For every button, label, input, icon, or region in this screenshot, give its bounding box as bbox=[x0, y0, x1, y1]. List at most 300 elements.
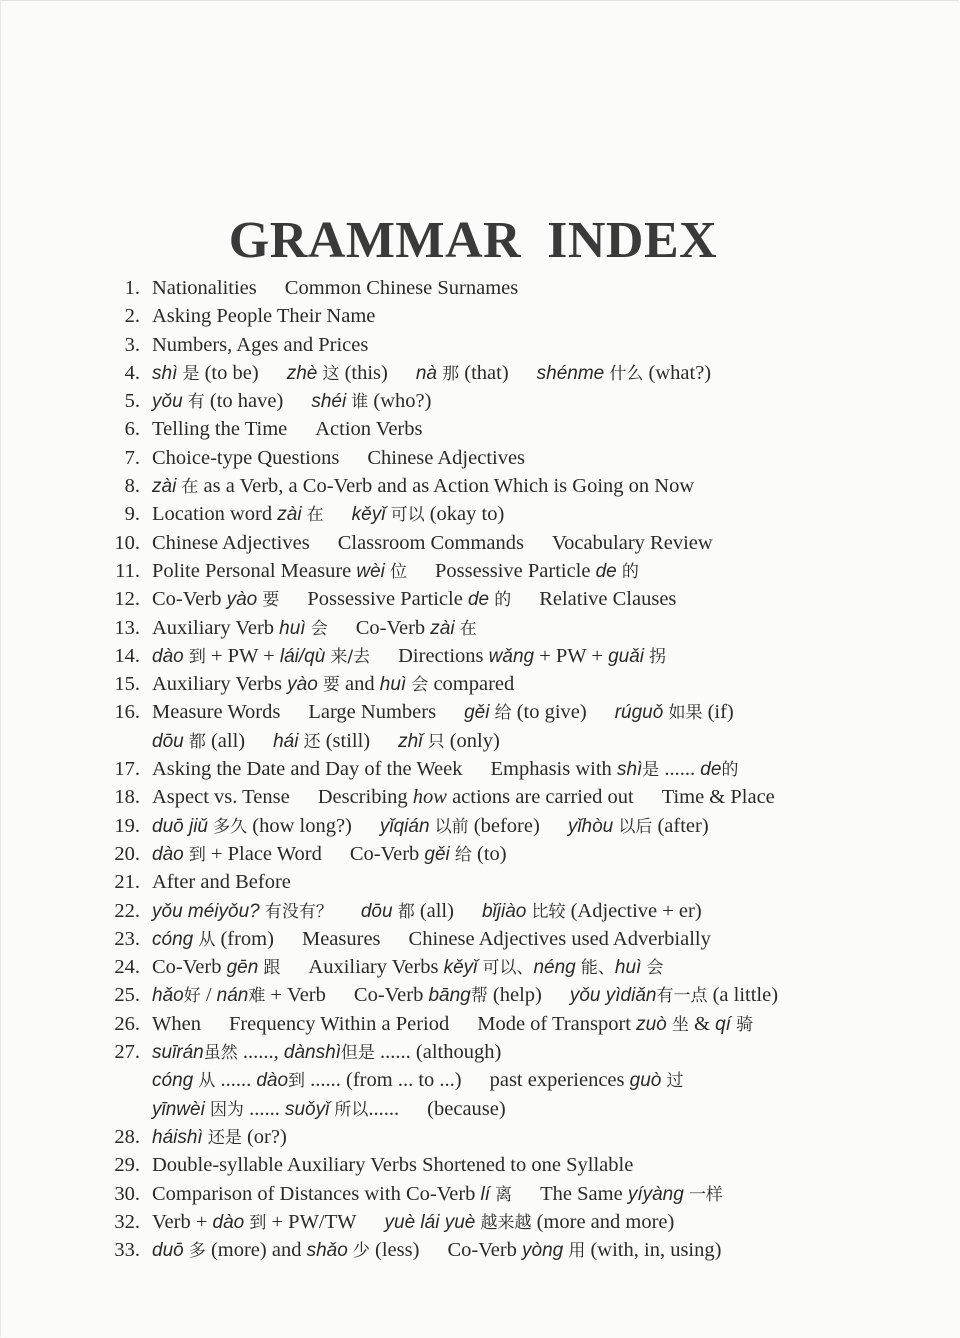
entry-text: Polite Personal Measure bbox=[152, 559, 357, 582]
chinese-characters: 来/去 bbox=[330, 646, 371, 667]
chinese-characters: 会 bbox=[411, 675, 429, 696]
index-entry bbox=[96, 840, 956, 868]
entry-text: Chinese Adjectives bbox=[367, 446, 526, 469]
index-entry bbox=[96, 1208, 956, 1236]
entry-topic bbox=[152, 1154, 633, 1176]
entry-topic bbox=[152, 900, 333, 922]
index-entry-continuation bbox=[96, 727, 956, 755]
entry-topic bbox=[152, 588, 279, 610]
entry-topic bbox=[152, 843, 322, 865]
chinese-characters: 跟 bbox=[263, 958, 281, 979]
index-entry bbox=[96, 953, 956, 981]
entry-topic bbox=[152, 1069, 462, 1091]
entry-text: (this) bbox=[339, 361, 388, 384]
entry-text: (all) bbox=[205, 729, 246, 752]
entry-text: (okay to) bbox=[424, 503, 505, 526]
pinyin-term: cóng bbox=[152, 1070, 194, 1092]
entry-text: Possessive Particle bbox=[435, 559, 596, 582]
entry-text: (to) bbox=[471, 842, 507, 865]
entry-number: 3. bbox=[124, 333, 140, 356]
entry-text: Describing bbox=[317, 786, 413, 809]
entry-text: (more) and bbox=[205, 1239, 307, 1262]
entry-topic bbox=[152, 1126, 287, 1148]
chinese-characters: 以后 bbox=[618, 816, 653, 837]
entry-text: Frequency Within a Period bbox=[228, 1012, 450, 1035]
entry-text: and bbox=[339, 673, 380, 696]
entry-topic bbox=[152, 1013, 201, 1035]
entry-text: When bbox=[152, 1012, 201, 1035]
entry-number: 6. bbox=[124, 418, 140, 441]
index-entry bbox=[96, 755, 956, 783]
pinyin-term: shì bbox=[152, 362, 178, 384]
entry-topic bbox=[152, 560, 407, 582]
entry-number: 7. bbox=[124, 446, 140, 469]
entry-topic bbox=[482, 900, 702, 922]
entry-topic bbox=[307, 588, 511, 610]
entry-topic bbox=[152, 1239, 419, 1261]
entry-text: Mode of Transport bbox=[477, 1012, 637, 1035]
entry-text: (to be) bbox=[199, 361, 259, 384]
entry-topic bbox=[152, 786, 290, 808]
entry-number: 29. bbox=[114, 1154, 140, 1177]
entry-number: 24. bbox=[114, 956, 140, 979]
chinese-characters: 是 bbox=[642, 760, 660, 781]
entry-text: (how long?) bbox=[247, 814, 352, 837]
index-entry bbox=[96, 444, 956, 472]
chinese-characters: 有一点 bbox=[656, 986, 708, 1007]
chinese-characters: 都 bbox=[397, 901, 415, 922]
entry-topic bbox=[152, 1041, 501, 1063]
index-entry bbox=[96, 670, 956, 698]
entry-topic bbox=[427, 1098, 506, 1120]
entry-text: Aspect vs. Tense bbox=[152, 786, 290, 809]
entry-text: Time & Place bbox=[661, 786, 775, 809]
chinese-characters: 从 bbox=[198, 1071, 216, 1092]
entry-topic bbox=[273, 730, 370, 752]
entry-text: Action Verbs bbox=[315, 418, 423, 441]
index-entry bbox=[96, 359, 956, 387]
entry-topic bbox=[380, 815, 540, 837]
pinyin-term: dōu bbox=[360, 900, 393, 922]
entry-topic bbox=[338, 532, 524, 554]
entry-topic bbox=[152, 362, 259, 384]
chinese-characters: 一样 bbox=[688, 1184, 723, 1205]
chinese-characters: 只 bbox=[427, 731, 445, 752]
chinese-characters: 拐 bbox=[649, 646, 667, 667]
chinese-characters: 到 bbox=[288, 1071, 306, 1092]
pinyin-term: dào bbox=[212, 1211, 245, 1233]
entry-text: Possessive Particle bbox=[307, 588, 468, 611]
entry-text: After and Before bbox=[152, 871, 291, 894]
entry-text: Auxiliary Verbs bbox=[308, 956, 444, 979]
entry-text: Auxiliary Verb bbox=[152, 616, 280, 639]
pinyin-term: shì bbox=[616, 759, 643, 781]
title-word-2: INDEX bbox=[547, 211, 718, 269]
pinyin-term: suīrán bbox=[152, 1042, 204, 1064]
pinyin-term: yuè lái yuè bbox=[384, 1211, 476, 1233]
chinese-characters: 会 bbox=[310, 618, 328, 639]
pinyin-term: zài bbox=[152, 476, 177, 498]
entry-topic bbox=[315, 418, 422, 440]
pinyin-term: bāng bbox=[428, 985, 471, 1007]
pinyin-term: qí bbox=[715, 1013, 731, 1035]
entry-number: 15. bbox=[114, 673, 140, 696]
entry-text: ...... bbox=[368, 1097, 400, 1120]
chinese-characters: 以前 bbox=[434, 816, 469, 837]
entry-topic bbox=[367, 447, 525, 469]
chinese-characters: 如果 bbox=[668, 703, 703, 724]
pinyin-term: de bbox=[595, 560, 617, 582]
chinese-characters: 的 bbox=[721, 760, 739, 781]
chinese-characters: 骑 bbox=[736, 1014, 754, 1035]
entry-text: Chinese Adjectives used Adverbially bbox=[408, 927, 711, 950]
entry-topic bbox=[416, 362, 509, 384]
entry-topic bbox=[350, 843, 507, 865]
entry-text: (more and more) bbox=[531, 1210, 675, 1233]
pinyin-term: nà bbox=[415, 362, 437, 384]
chinese-characters: 坐 bbox=[671, 1014, 689, 1035]
pinyin-term: nán bbox=[216, 985, 249, 1007]
entry-topic bbox=[152, 984, 326, 1006]
entry-topic bbox=[152, 1098, 399, 1120]
entry-topic bbox=[152, 1183, 512, 1205]
index-entry bbox=[96, 1038, 956, 1066]
index-entry-continuation bbox=[96, 1066, 956, 1094]
entry-text: Comparison of Distances with Co-Verb bbox=[152, 1182, 481, 1205]
index-entry bbox=[96, 981, 956, 1009]
index-entry bbox=[96, 387, 956, 415]
entry-topic bbox=[229, 1013, 449, 1035]
chinese-characters: 还 bbox=[303, 731, 321, 752]
entry-topic bbox=[435, 560, 639, 582]
entry-text: (less) bbox=[369, 1239, 420, 1262]
entry-text: ...... bbox=[243, 1097, 285, 1120]
entry-text: Vocabulary Review bbox=[551, 531, 713, 554]
entry-topic bbox=[464, 701, 587, 723]
entry-topic bbox=[354, 984, 542, 1006]
entry-topic bbox=[152, 815, 352, 837]
entry-topic bbox=[540, 1183, 723, 1205]
entry-text: ...... (from ... to ...) bbox=[305, 1069, 462, 1092]
entry-text: Location word bbox=[152, 503, 278, 526]
pinyin-term: duō bbox=[152, 1240, 184, 1262]
entry-topic bbox=[318, 786, 634, 808]
entry-text: (that) bbox=[459, 361, 509, 384]
entry-text: (or?) bbox=[241, 1125, 287, 1148]
pinyin-term: shéi bbox=[311, 391, 347, 413]
entry-topic bbox=[385, 1211, 675, 1233]
pinyin-term: zài bbox=[277, 504, 302, 526]
chinese-characters: 但是 bbox=[340, 1043, 375, 1064]
entry-topic bbox=[152, 1211, 357, 1233]
pinyin-term: yǒu bbox=[152, 391, 183, 413]
index-entry bbox=[96, 415, 956, 443]
entry-text: Auxiliary Verbs bbox=[152, 673, 288, 696]
entry-topic bbox=[447, 1239, 721, 1261]
entry-text: Co-Verb bbox=[152, 588, 227, 611]
entry-topic bbox=[152, 334, 368, 356]
entry-topic bbox=[152, 928, 274, 950]
entry-topic bbox=[152, 475, 694, 497]
entry-text: + PW + bbox=[534, 644, 609, 667]
entry-number: 4. bbox=[124, 361, 140, 384]
pinyin-term: duō jiǔ bbox=[152, 815, 208, 837]
pinyin-term: cóng bbox=[152, 928, 194, 950]
chinese-characters: 因为 bbox=[209, 1099, 244, 1120]
entry-number: 17. bbox=[114, 758, 140, 781]
pinyin-term: wǎng bbox=[488, 645, 535, 667]
pinyin-term: yǐhòu bbox=[567, 815, 614, 837]
entry-text: compared bbox=[428, 673, 515, 696]
entry-text: (from) bbox=[215, 927, 274, 950]
chinese-characters: 好 bbox=[183, 986, 201, 1007]
entry-topic bbox=[152, 305, 375, 327]
pinyin-term: néng bbox=[533, 957, 576, 979]
entry-text: Co-Verb bbox=[353, 984, 429, 1007]
entry-text: as a Verb, a Co-Verb and as Action Which is Going on Now bbox=[198, 475, 695, 498]
entry-number: 12. bbox=[114, 588, 140, 611]
entry-text: Large Numbers bbox=[308, 701, 437, 724]
chinese-characters: 给 bbox=[494, 703, 512, 724]
chinese-characters: 都 bbox=[188, 731, 206, 752]
chinese-characters: 是 bbox=[182, 363, 200, 384]
entry-text: past experiences bbox=[489, 1069, 630, 1092]
entry-text: + Verb bbox=[265, 984, 326, 1007]
entry-topic bbox=[356, 617, 477, 639]
entry-text: Classroom Commands bbox=[337, 531, 524, 554]
chinese-characters: 过 bbox=[666, 1071, 684, 1092]
entry-number: 19. bbox=[114, 814, 140, 837]
entry-text: Asking People Their Name bbox=[152, 305, 376, 328]
index-entry bbox=[96, 585, 956, 613]
pinyin-term: guǎi bbox=[608, 645, 645, 667]
entry-text: (all) bbox=[414, 899, 454, 922]
pinyin-term: dōu bbox=[152, 730, 184, 752]
entry-number: 14. bbox=[114, 644, 140, 667]
pinyin-term: dào bbox=[152, 645, 184, 667]
entry-topic bbox=[152, 871, 291, 893]
grammar-index-list bbox=[96, 274, 956, 1264]
entry-number: 11. bbox=[115, 559, 140, 582]
entry-number: 8. bbox=[124, 475, 140, 498]
index-entry bbox=[96, 1151, 956, 1179]
entry-number: 22. bbox=[114, 899, 140, 922]
pinyin-term: zuò bbox=[636, 1013, 667, 1035]
chinese-characters: 在 bbox=[181, 477, 199, 498]
entry-topic bbox=[490, 1069, 684, 1091]
pinyin-term: de bbox=[467, 589, 490, 611]
chinese-characters: 多久 bbox=[213, 816, 248, 837]
entry-number: 10. bbox=[114, 531, 140, 554]
title-word-1: GRAMMAR bbox=[228, 211, 522, 269]
pinyin-term: shǎo bbox=[306, 1240, 348, 1262]
entry-number: 18. bbox=[114, 786, 140, 809]
index-entry bbox=[96, 783, 956, 811]
entry-text: Measures bbox=[301, 927, 381, 950]
pinyin-term: gěi bbox=[424, 843, 450, 865]
entry-text: Directions bbox=[398, 644, 489, 667]
entry-topic bbox=[477, 1013, 753, 1035]
index-entry bbox=[96, 557, 956, 585]
index-entry bbox=[96, 812, 956, 840]
chinese-characters: 虽然 bbox=[203, 1043, 238, 1064]
pinyin-term: lí bbox=[480, 1183, 491, 1205]
index-entry bbox=[96, 698, 956, 726]
chinese-characters: 在 bbox=[306, 505, 324, 526]
entry-text: ......, bbox=[237, 1041, 284, 1064]
entry-text: ...... bbox=[659, 758, 701, 781]
pinyin-term: gěi bbox=[464, 702, 490, 724]
entry-number: 32. bbox=[114, 1210, 140, 1233]
index-entry bbox=[96, 1010, 956, 1038]
index-entry bbox=[96, 472, 956, 500]
pinyin-term: bǐjiào bbox=[481, 900, 527, 922]
entry-text: (before) bbox=[468, 814, 540, 837]
entry-text: / bbox=[200, 984, 217, 1007]
entry-topic bbox=[152, 673, 514, 695]
entry-text: (with, in, using) bbox=[585, 1239, 722, 1262]
entry-text: ...... bbox=[215, 1069, 257, 1092]
index-entry bbox=[96, 331, 956, 359]
pinyin-term: yào bbox=[287, 674, 318, 696]
index-entry bbox=[96, 868, 956, 896]
entry-number: 23. bbox=[114, 927, 140, 950]
entry-text: (help) bbox=[487, 984, 542, 1007]
chinese-characters: 帮 bbox=[470, 986, 488, 1007]
pinyin-term: zài bbox=[430, 617, 455, 639]
pinyin-term: dào bbox=[256, 1070, 289, 1092]
entry-topic bbox=[308, 701, 436, 723]
entry-topic bbox=[287, 362, 388, 384]
entry-topic bbox=[311, 390, 431, 412]
chinese-characters: 少 bbox=[352, 1241, 370, 1262]
entry-number: 21. bbox=[114, 871, 140, 894]
chinese-characters: 会 bbox=[646, 958, 664, 979]
pinyin-term: gēn bbox=[226, 957, 259, 979]
pinyin-term: zhǐ bbox=[398, 730, 423, 752]
entry-topic bbox=[308, 956, 663, 978]
pinyin-term: yào bbox=[226, 589, 258, 611]
index-entry bbox=[96, 302, 956, 330]
entry-number: 26. bbox=[114, 1012, 140, 1035]
entry-number: 33. bbox=[114, 1239, 140, 1262]
entry-text: + Place Word bbox=[205, 842, 322, 865]
entry-number: 5. bbox=[124, 390, 140, 413]
chinese-characters: 多 bbox=[188, 1241, 206, 1262]
entry-text: (Adjective + er) bbox=[565, 899, 702, 922]
entry-text: & bbox=[688, 1012, 716, 1035]
pinyin-term: háishì bbox=[152, 1126, 203, 1148]
entry-text: Asking the Date and Day of the Week bbox=[152, 758, 463, 781]
pinyin-term: shénme bbox=[536, 362, 605, 384]
entry-topic bbox=[152, 418, 287, 440]
entry-topic bbox=[568, 815, 709, 837]
chinese-characters: 在 bbox=[459, 618, 477, 639]
entry-text: (if) bbox=[702, 701, 734, 724]
entry-topic bbox=[361, 900, 454, 922]
entry-topic bbox=[152, 645, 370, 667]
pinyin-term: wèi bbox=[356, 560, 385, 582]
entry-text: (a little) bbox=[707, 984, 779, 1007]
entry-text: Numbers, Ages and Prices bbox=[152, 333, 369, 356]
entry-topic bbox=[152, 503, 324, 525]
pinyin-term: huì bbox=[614, 957, 642, 979]
page-title bbox=[0, 211, 946, 270]
entry-topic bbox=[152, 532, 310, 554]
entry-topic bbox=[152, 277, 257, 299]
entry-text: (what?) bbox=[643, 361, 712, 384]
chinese-characters: 有 bbox=[187, 392, 205, 413]
emphasis-text: how bbox=[412, 786, 447, 809]
chinese-characters: 这 bbox=[322, 363, 340, 384]
entry-topic bbox=[491, 758, 739, 780]
entry-text: Co-Verb bbox=[152, 956, 227, 979]
index-entry bbox=[96, 1123, 956, 1151]
pinyin-term: dànshì bbox=[283, 1042, 341, 1064]
entry-text: (to give) bbox=[511, 701, 587, 724]
chinese-characters: 位 bbox=[390, 561, 408, 582]
pinyin-term: rúguǒ bbox=[614, 702, 664, 724]
index-entry bbox=[96, 897, 956, 925]
entry-topic bbox=[152, 447, 339, 469]
pinyin-term: huì bbox=[379, 674, 407, 696]
chinese-characters: 的 bbox=[621, 561, 639, 582]
chinese-characters: 到 bbox=[188, 844, 206, 865]
chinese-characters: 能、 bbox=[580, 958, 615, 979]
entry-topic bbox=[662, 786, 775, 808]
entry-topic bbox=[152, 730, 245, 752]
entry-text: + PW/TW bbox=[266, 1210, 357, 1233]
chinese-characters: 从 bbox=[198, 929, 216, 950]
entry-number: 27. bbox=[114, 1041, 140, 1064]
entry-text: (who?) bbox=[368, 390, 432, 413]
pinyin-term: hái bbox=[273, 730, 299, 752]
entry-topic bbox=[152, 956, 280, 978]
entry-topic bbox=[352, 503, 505, 525]
entry-topic bbox=[537, 362, 711, 384]
entry-text: ...... (although) bbox=[374, 1041, 502, 1064]
entry-number: 28. bbox=[114, 1125, 140, 1148]
entry-topic bbox=[409, 928, 711, 950]
chinese-characters: 可以 bbox=[390, 505, 425, 526]
entry-text: Co-Verb bbox=[447, 1239, 523, 1262]
chinese-characters: 要 bbox=[322, 675, 340, 696]
pinyin-term: huì bbox=[279, 617, 306, 639]
index-entry bbox=[96, 1236, 956, 1264]
entry-text: Measure Words bbox=[152, 701, 281, 724]
entry-text: Emphasis with bbox=[490, 758, 617, 781]
chinese-characters: 越来越 bbox=[480, 1212, 532, 1233]
chinese-characters: 谁 bbox=[351, 392, 369, 413]
entry-text: (to have) bbox=[204, 390, 284, 413]
entry-topic bbox=[398, 730, 500, 752]
entry-topic bbox=[398, 645, 666, 667]
entry-text: Relative Clauses bbox=[539, 588, 677, 611]
chinese-characters: 的 bbox=[494, 590, 512, 611]
chinese-characters: 还是 bbox=[207, 1127, 242, 1148]
entry-number: 1. bbox=[124, 277, 140, 299]
entry-text: Choice-type Questions bbox=[152, 446, 340, 469]
index-entry bbox=[96, 529, 956, 557]
entry-text: + PW + bbox=[205, 644, 280, 667]
entry-text: (still) bbox=[320, 729, 371, 752]
chinese-characters: 给 bbox=[454, 844, 472, 865]
index-entry bbox=[96, 614, 956, 642]
entry-text: Chinese Adjectives bbox=[152, 531, 310, 554]
pinyin-term: yíyàng bbox=[627, 1183, 684, 1205]
entry-number: 16. bbox=[114, 701, 140, 724]
chinese-characters: 用 bbox=[568, 1241, 586, 1262]
